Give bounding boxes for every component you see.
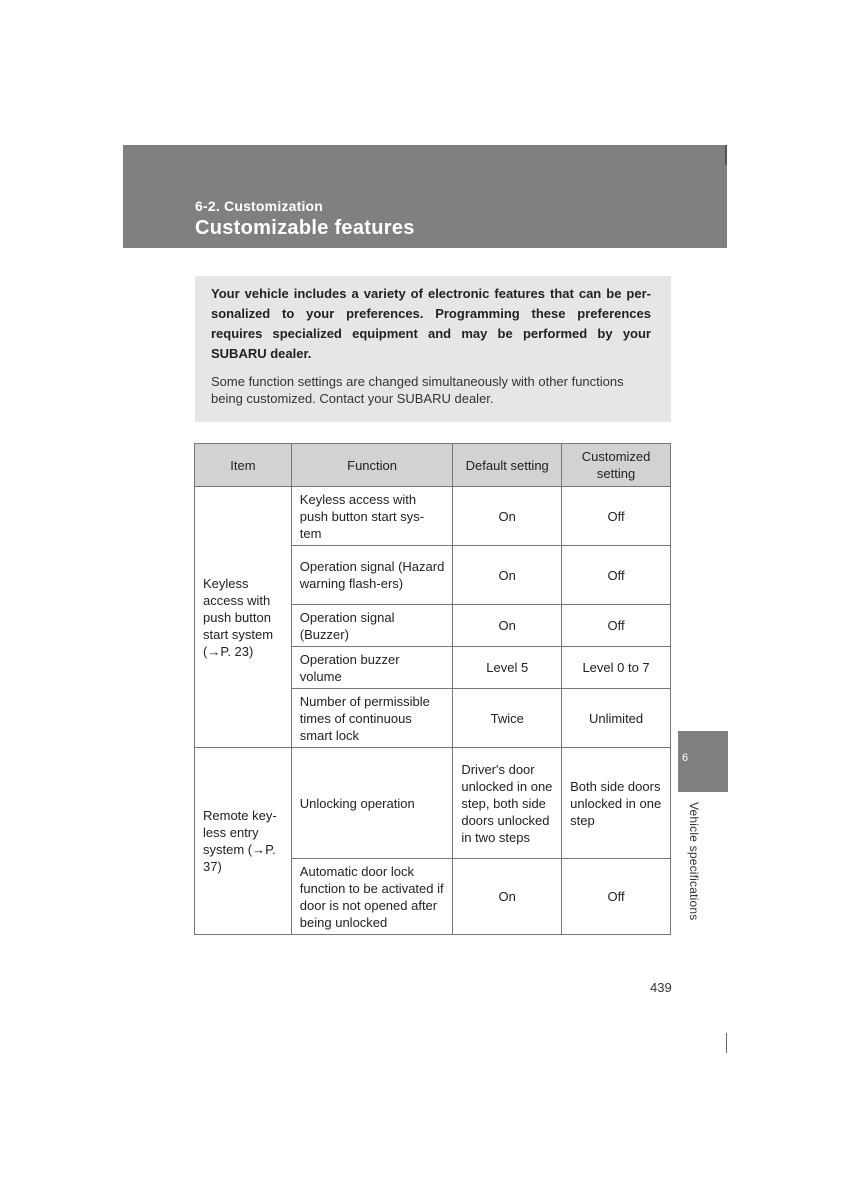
page-number: 439 [650, 980, 672, 995]
header-default: Default setting [453, 444, 562, 487]
table-header-row [195, 444, 671, 487]
default-cell: Twice [453, 689, 562, 748]
chapter-label: Vehicle specifications [687, 802, 701, 921]
item-remote-keyless-entry: Remote key-less entry system (→P. 37) [195, 748, 292, 935]
customized-cell: Both side doors unlocked in one step [562, 748, 671, 859]
default-cell: On [453, 546, 562, 605]
default-cell: On [453, 605, 562, 647]
header-function: Function [291, 444, 453, 487]
customized-cell: Unlimited [562, 689, 671, 748]
intro-box [195, 276, 671, 422]
chapter-number: 6 [682, 752, 689, 764]
intro-note: Some function settings are changed simultaneously with other functions being customized. Contact your SUBARU dealer. [211, 374, 624, 406]
customized-cell: Off [562, 487, 671, 546]
default-cell: Level 5 [453, 647, 562, 689]
default-cell: Driver's door unlocked in one step, both side doors unlocked in two steps [453, 748, 562, 859]
header-tick [725, 145, 727, 165]
customizable-features-table [194, 443, 671, 935]
customized-cell: Off [562, 605, 671, 647]
customized-cell: Off [562, 546, 671, 605]
header-item: Item [195, 444, 292, 487]
default-cell: On [453, 487, 562, 546]
default-cell: On [453, 859, 562, 935]
header-customized: Customized setting [562, 444, 671, 487]
function-cell: Operation signal (Buzzer) [291, 605, 453, 647]
customized-cell: Level 0 to 7 [562, 647, 671, 689]
function-cell: Automatic door lock function to be activated if door is not opened after being unlocked [291, 859, 453, 935]
table-row [195, 487, 671, 546]
function-cell: Operation buzzer volume [291, 647, 453, 689]
function-cell: Number of permissible times of continuous smart lock [291, 689, 453, 748]
page-title: Customizable features [195, 217, 415, 239]
item-keyless-access: Keyless access with push button start system (→P. 23) [195, 487, 292, 748]
function-cell: Unlocking operation [291, 748, 453, 859]
function-cell: Keyless access with push button start sys-tem [291, 487, 453, 546]
function-cell: Operation signal (Hazard warning flash-ers) [291, 546, 453, 605]
table-row [195, 748, 671, 859]
intro-bold-text: Your vehicle includes a variety of electronic features that can be per-sonalized to your preferences. Programming these preferences requires specialized equipment and may be performed by your SUBARU dealer. [211, 286, 651, 361]
corner-tick [726, 1033, 727, 1053]
customized-cell: Off [562, 859, 671, 935]
section-label: 6-2. Customization [195, 198, 324, 214]
